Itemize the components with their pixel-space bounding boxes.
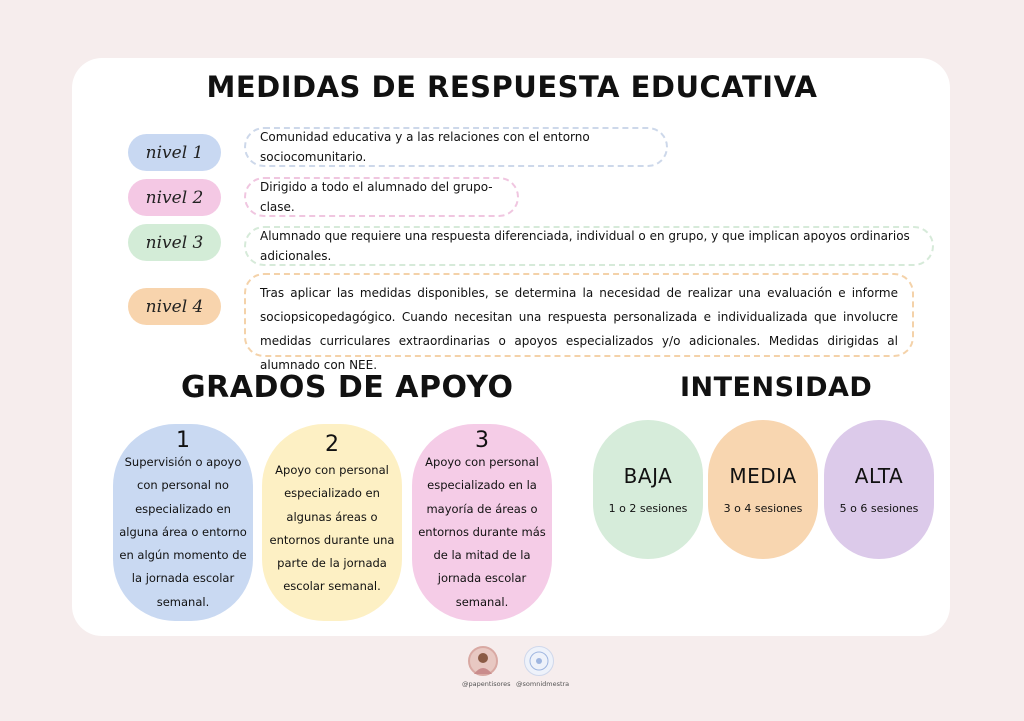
- grado-2-card: [262, 424, 402, 621]
- level-3-pill: nivel 3: [128, 224, 221, 261]
- intensidad-label: BAJA: [623, 464, 673, 488]
- intensidad-title: INTENSIDAD: [680, 372, 873, 403]
- intensidad-label: MEDIA: [729, 464, 797, 488]
- intensidad-sessions: 1 o 2 sesiones: [608, 502, 688, 515]
- level-1-pill: nivel 1: [128, 134, 221, 171]
- grado-text: Supervisión o apoyo con personal no especializado en alguna área o entorno en algún momento de la jornada escolar semanal.: [119, 455, 247, 609]
- intensidad-baja: [593, 420, 703, 559]
- somni-logo-icon: [524, 646, 554, 676]
- level-2-description: Dirigido a todo el alumnado del grupo-clase.: [244, 177, 519, 217]
- level-1-description: Comunidad educativa y a las relaciones con el entorno sociocomunitario.: [244, 127, 668, 167]
- intensidad-alta: [824, 420, 934, 559]
- level-3-description: Alumnado que requiere una respuesta diferenciada, individual o en grupo, y que implican apoyos ordinarios adicionales.: [244, 226, 934, 266]
- author-avatar-icon: [468, 646, 498, 676]
- intensidad-sessions: 5 o 6 sesiones: [839, 502, 919, 515]
- intensidad-media: [708, 420, 818, 559]
- grado-text: Apoyo con personal especializado en la mayoría de áreas o entornos durante más de la mitad de la jornada escolar semanal.: [418, 455, 546, 609]
- level-2-pill: nivel 2: [128, 179, 221, 216]
- grados-title: GRADOS DE APOYO: [181, 370, 514, 405]
- level-4-description: Tras aplicar las medidas disponibles, se determina la necesidad de realizar una evaluación e informe sociopsicopedagógico. Cuando necesitan una respuesta personalizada e individualizada que involucre medidas curriculares extraordinarias o apoyos especializados y/o adicionales. Medidas dirigidas al alumnado con NEE.: [244, 273, 914, 357]
- grado-number: 1: [176, 428, 190, 453]
- grado-number: 2: [325, 432, 339, 457]
- page-title: MEDIDAS DE RESPUESTA EDUCATIVA: [206, 70, 818, 104]
- author-handle: @somnidmestra: [516, 680, 570, 688]
- grado-text: Apoyo con personal especializado en algunas áreas o entornos durante una parte de la jornada escolar semanal.: [269, 463, 395, 594]
- grado-number: 3: [475, 428, 489, 453]
- grado-3-card: [412, 424, 552, 621]
- author-handle: @papentisores: [462, 680, 511, 688]
- intensidad-sessions: 3 o 4 sesiones: [723, 502, 803, 515]
- level-4-pill: nivel 4: [128, 288, 221, 325]
- intensidad-label: ALTA: [854, 464, 904, 488]
- grado-1-card: [113, 424, 253, 621]
